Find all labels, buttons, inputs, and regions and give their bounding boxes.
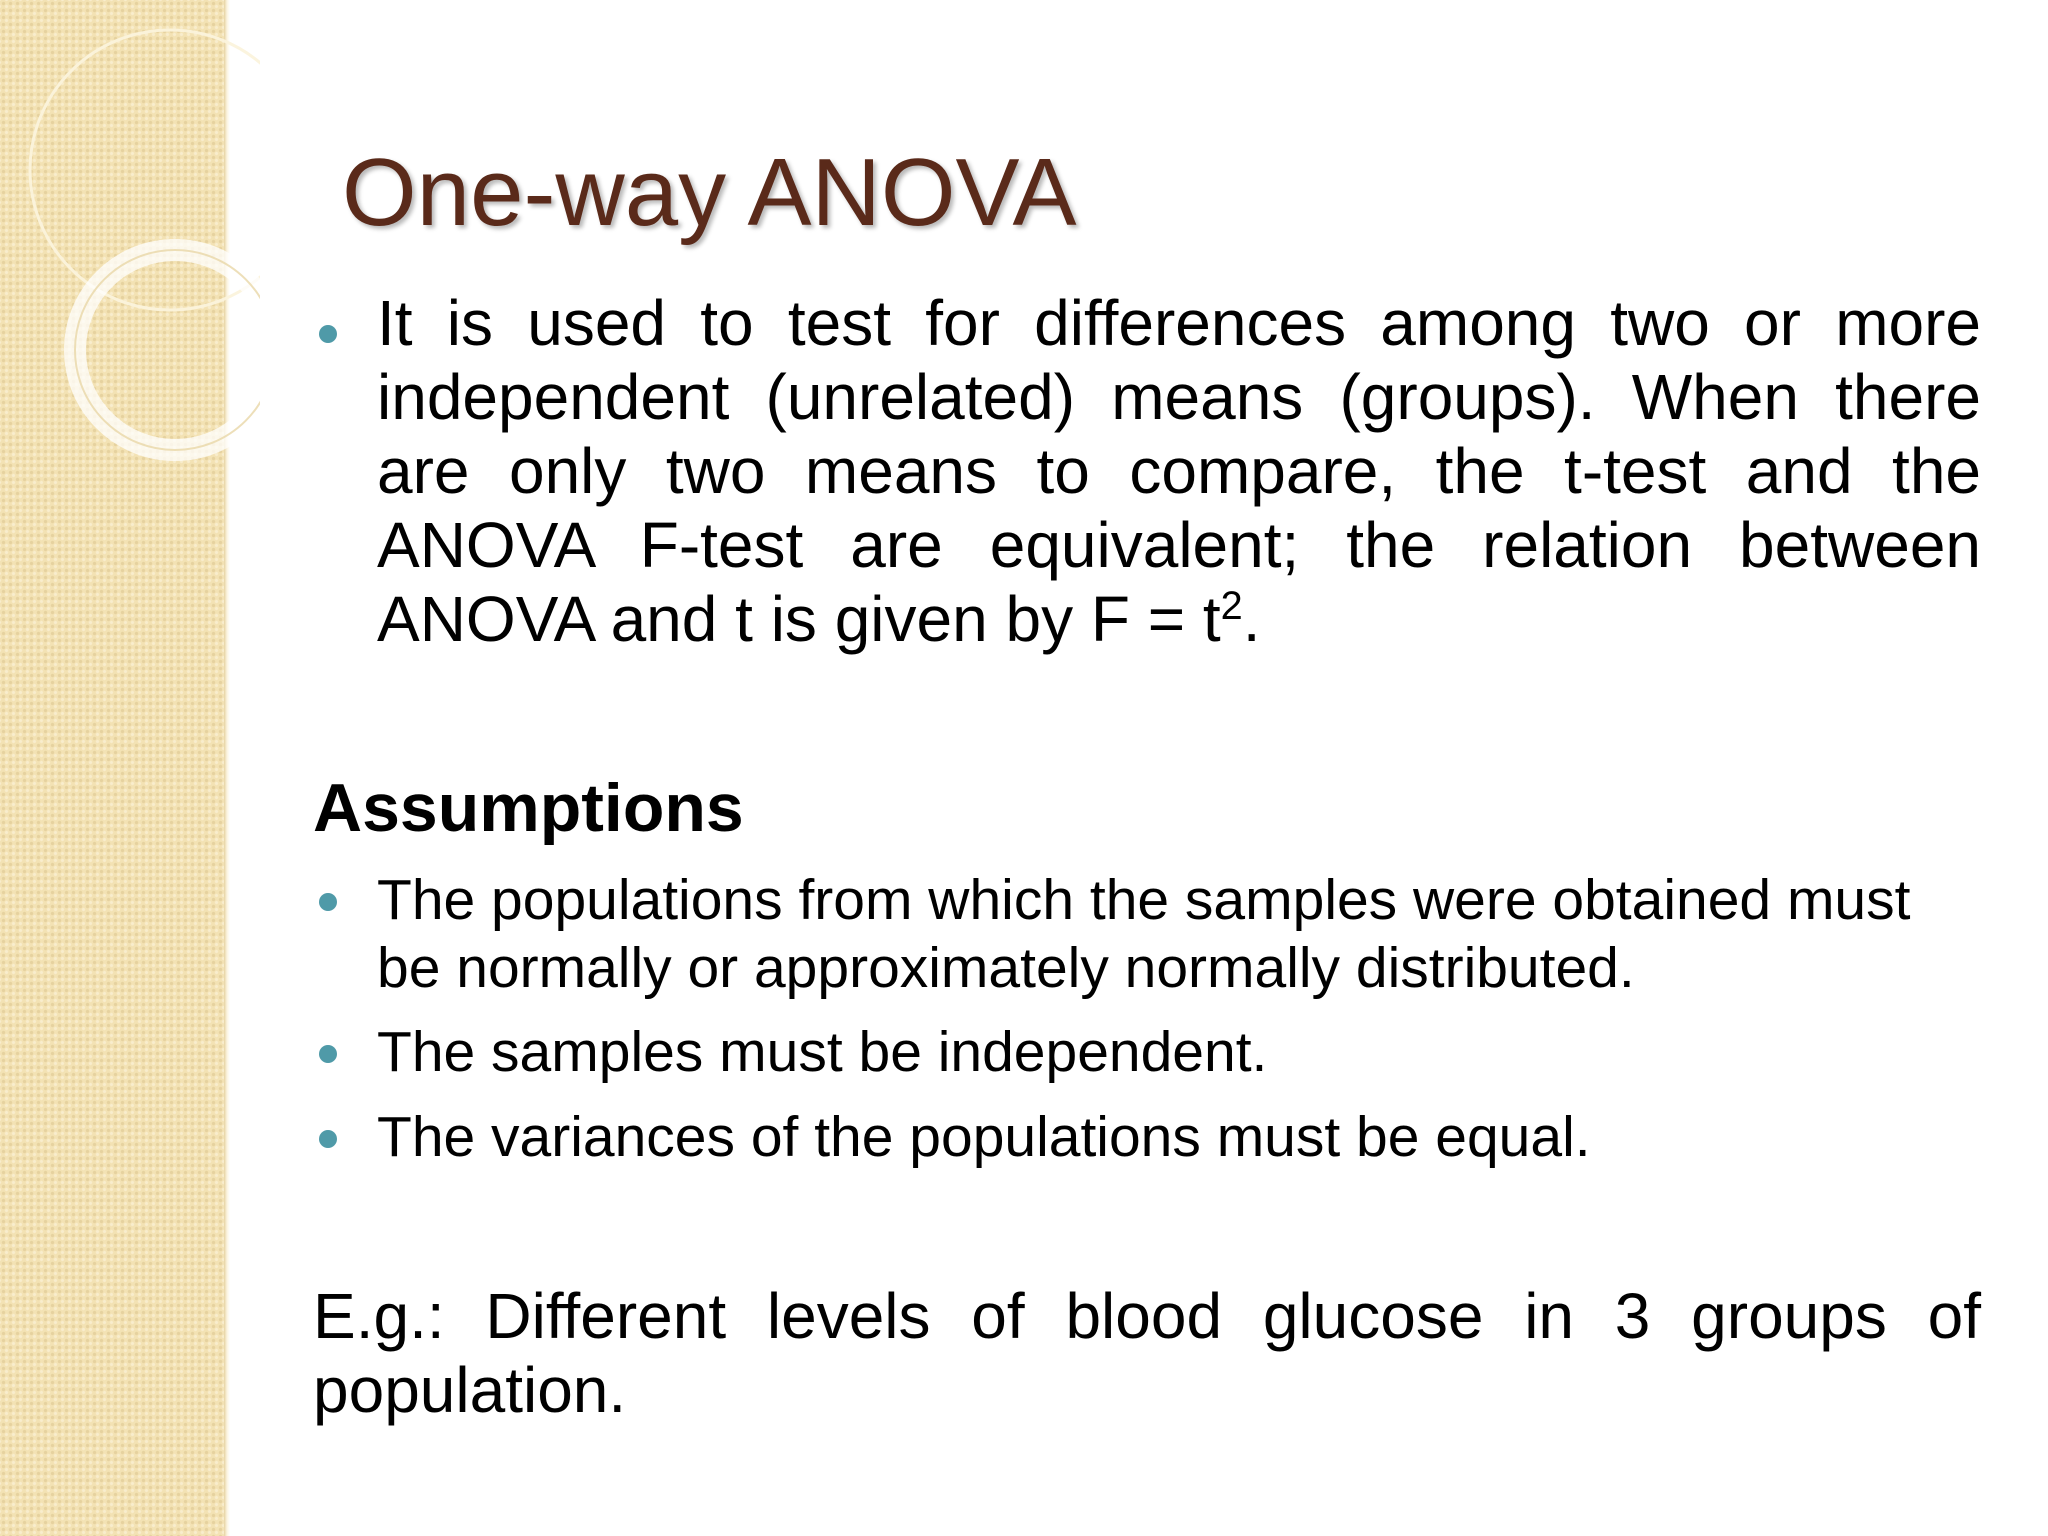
intro-text: It is used to test for differences among two or more independent (unrelated) means (groups). When there are only two means to compare, the t-test and the ANOVA F-test are equivalent; the relation between ANOVA and t is given by F = t — [377, 287, 1981, 655]
superscript-exponent: 2 — [1220, 584, 1243, 629]
assumptions-heading: Assumptions — [313, 770, 744, 846]
intro-trailing: . — [1242, 583, 1261, 655]
slide-title: One-way ANOVA — [342, 139, 1077, 246]
assumption-item: The samples must be independent. — [377, 1020, 1268, 1084]
intro-bullet-text — [377, 286, 1981, 656]
example-text: E.g.: Different levels of blood glucose in 3 groups of population. — [313, 1280, 1981, 1426]
bullet-icon — [319, 325, 337, 343]
bullet-icon — [319, 893, 337, 911]
decorative-rings-icon — [0, 0, 260, 520]
assumption-item: The populations from which the samples were obtained must be normally or approximately normally distributed. — [377, 868, 1911, 1000]
bullet-icon — [319, 1045, 337, 1063]
assumption-item: The variances of the populations must be equal. — [377, 1105, 1591, 1169]
bullet-icon — [319, 1130, 337, 1148]
